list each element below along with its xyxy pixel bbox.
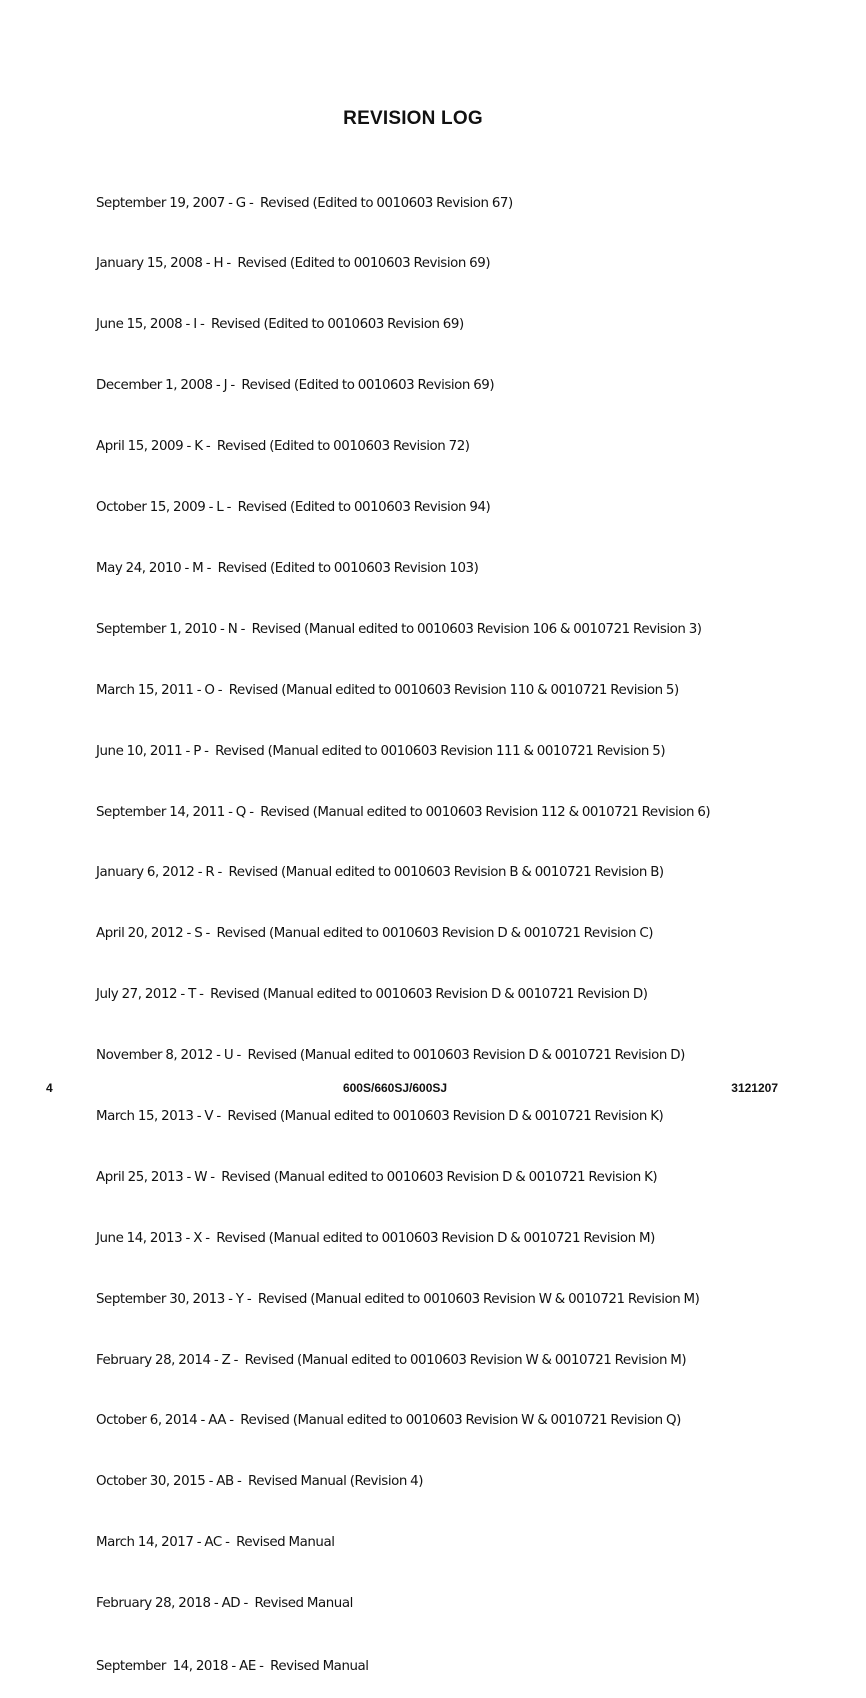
revision-entry: February 28, 2014 - Z - Revised (Manual edited to 0010603 Revision W & 0010721 Revision M)	[96, 1352, 687, 1368]
revision-entry: September 14, 2018 - AE - Revised Manual	[96, 1658, 369, 1674]
revision-entry: March 15, 2011 - O - Revised (Manual edited to 0010603 Revision 110 & 0010721 Revision 5)	[96, 682, 679, 698]
revision-entry: September 14, 2011 - Q - Revised (Manual edited to 0010603 Revision 112 & 0010721 Revision 6)	[96, 804, 711, 820]
revision-entry: January 15, 2008 - H - Revised (Edited to 0010603 Revision 69)	[96, 256, 491, 272]
revision-entry: April 15, 2009 - K - Revised (Edited to 0010603 Revision 72)	[96, 439, 470, 455]
revision-entry: June 10, 2011 - P - Revised (Manual edited to 0010603 Revision 111 & 0010721 Revision 5)	[96, 743, 666, 759]
revision-entry: September 19, 2007 - G - Revised (Edited to 0010603 Revision 67)	[96, 195, 513, 211]
revision-entry: October 6, 2014 - AA - Revised (Manual edited to 0010603 Revision W & 0010721 Revision Q)	[96, 1413, 681, 1429]
revision-entry: May 24, 2010 - M - Revised (Edited to 0010603 Revision 103)	[96, 560, 479, 576]
revision-entry: September 30, 2013 - Y - Revised (Manual edited to 0010603 Revision W & 0010721 Revision M)	[96, 1291, 700, 1307]
footer-page-number: 4	[46, 1081, 53, 1095]
revision-entry: April 25, 2013 - W - Revised (Manual edited to 0010603 Revision D & 0010721 Revision K)	[96, 1169, 658, 1185]
revision-entry: September 1, 2010 - N - Revised (Manual edited to 0010603 Revision 106 & 0010721 Revision 3)	[96, 621, 702, 637]
footer-document-number: 3121207	[731, 1081, 778, 1095]
revision-entry: October 30, 2015 - AB - Revised Manual (Revision 4)	[96, 1474, 424, 1490]
revision-entry: February 28, 2018 - AD - Revised Manual	[96, 1596, 353, 1612]
revision-entry: December 1, 2008 - J - Revised (Edited to 0010603 Revision 69)	[96, 378, 495, 394]
revision-entry: January 6, 2012 - R - Revised (Manual edited to 0010603 Revision B & 0010721 Revision B)	[96, 865, 664, 881]
revision-entry: June 15, 2008 - I - Revised (Edited to 0010603 Revision 69)	[96, 317, 464, 333]
revision-entry: March 15, 2013 - V - Revised (Manual edited to 0010603 Revision D & 0010721 Revision K)	[96, 1108, 664, 1124]
footer-model: 600S/660SJ/600SJ	[342, 1081, 448, 1095]
revision-entry: November 8, 2012 - U - Revised (Manual edited to 0010603 Revision D & 0010721 Revision D)	[96, 1048, 685, 1064]
revision-entry: July 27, 2012 - T - Revised (Manual edited to 0010603 Revision D & 0010721 Revision D)	[96, 987, 648, 1003]
revision-entry: October 15, 2009 - L - Revised (Edited to 0010603 Revision 94)	[96, 500, 491, 516]
revision-entry: June 14, 2013 - X - Revised (Manual edited to 0010603 Revision D & 0010721 Revision M)	[96, 1230, 655, 1246]
revision-list	[96, 153, 710, 1698]
page-title: REVISION LOG	[343, 108, 483, 129]
revision-entry: April 20, 2012 - S - Revised (Manual edited to 0010603 Revision D & 0010721 Revision C)	[96, 926, 654, 942]
revision-entry: March 14, 2017 - AC - Revised Manual	[96, 1535, 335, 1551]
